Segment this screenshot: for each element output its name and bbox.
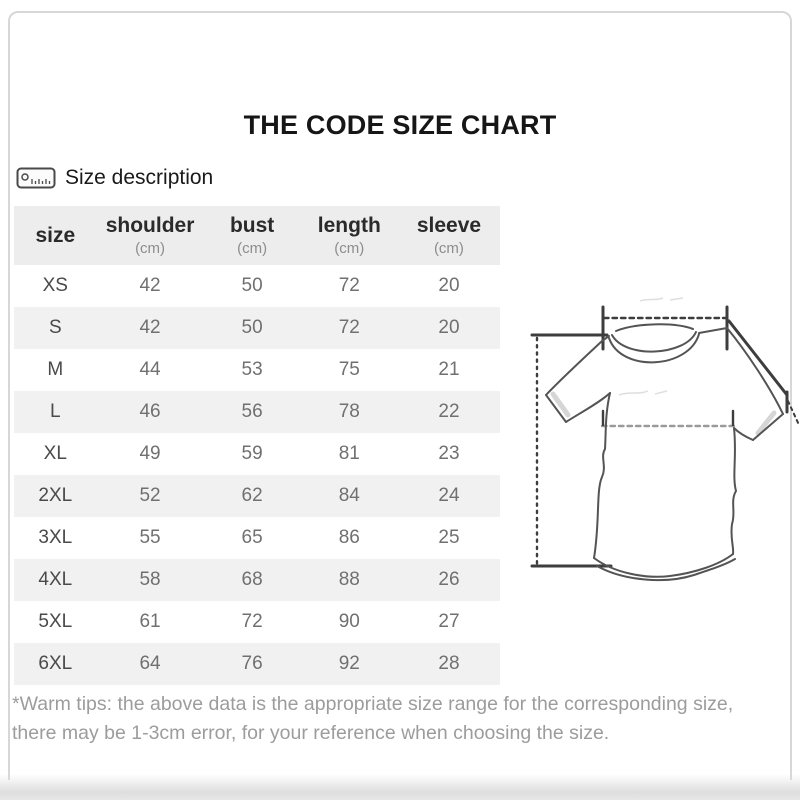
size-table-body	[14, 265, 500, 685]
measurement-value-cell: 49	[139, 443, 161, 464]
size-table	[14, 206, 500, 685]
table-row	[14, 601, 500, 643]
column-header-shoulder	[97, 206, 204, 265]
header-label: shoulder	[105, 214, 195, 237]
header-unit: (cm)	[433, 240, 464, 257]
header-unit: (cm)	[237, 240, 268, 257]
size-label-cell: XS	[42, 275, 68, 296]
section-title: Size description	[65, 166, 214, 189]
measurement-value-cell: 88	[338, 569, 360, 590]
measurement-value-cell: 78	[338, 401, 360, 422]
header-label: bust	[229, 214, 275, 237]
measurement-value-cell: 86	[338, 527, 360, 548]
measurement-value-cell: 21	[438, 359, 460, 380]
table-row	[14, 307, 500, 349]
table-row	[14, 433, 500, 475]
measurement-value-cell: 92	[338, 653, 360, 674]
table-row	[14, 643, 500, 685]
header-label: sleeve	[416, 214, 482, 237]
size-label-cell: M	[47, 359, 64, 380]
measurement-value-cell: 20	[438, 275, 460, 296]
warm-tips-line2: there may be 1-3cm error, for your reference when choosing the size.	[12, 722, 610, 744]
measurement-value-cell: 72	[241, 611, 263, 632]
table-row	[14, 391, 500, 433]
page-title: THE CODE SIZE CHART	[243, 110, 557, 140]
measurement-value-cell: 75	[338, 359, 360, 380]
measurement-value-cell: 76	[241, 653, 263, 674]
measurement-value-cell: 59	[241, 443, 263, 464]
tshirt-measurement-diagram	[522, 294, 800, 604]
size-label-cell: 5XL	[38, 611, 73, 632]
column-header-length	[301, 206, 398, 265]
size-label-cell: XL	[43, 443, 67, 464]
measurement-value-cell: 22	[438, 401, 460, 422]
measurement-value-cell: 50	[241, 317, 263, 338]
ruler-icon	[16, 166, 56, 190]
measurement-value-cell: 90	[338, 611, 360, 632]
table-row	[14, 265, 500, 307]
measurement-value-cell: 52	[139, 485, 161, 506]
measurement-value-cell: 42	[139, 275, 161, 296]
size-label-cell: 2XL	[38, 485, 73, 506]
tshirt-outline	[546, 324, 783, 580]
bottom-shadow-band	[0, 774, 800, 800]
column-header-bust	[204, 206, 301, 265]
measurement-value-cell: 61	[139, 611, 161, 632]
size-label-cell: S	[48, 317, 62, 338]
table-row	[14, 349, 500, 391]
size-label-cell: 6XL	[38, 653, 73, 674]
measurement-value-cell: 56	[241, 401, 263, 422]
warm-tips-note	[12, 690, 772, 748]
warm-tips-line1: *Warm tips: the above data is the appropriate size range for the corresponding size,	[12, 693, 734, 715]
size-table-header	[14, 206, 500, 265]
faded-label-marks	[619, 298, 683, 395]
table-row	[14, 475, 500, 517]
measurement-value-cell: 72	[338, 317, 360, 338]
size-label-cell: 3XL	[38, 527, 73, 548]
header-row	[14, 206, 500, 265]
table-row	[14, 517, 500, 559]
column-header-sleeve	[398, 206, 500, 265]
header-label: length	[317, 214, 381, 237]
measurement-value-cell: 25	[438, 527, 460, 548]
measurement-value-cell: 42	[139, 317, 161, 338]
measurement-value-cell: 81	[338, 443, 360, 464]
measurement-value-cell: 50	[241, 275, 263, 296]
size-description-section	[16, 166, 213, 190]
size-label-cell: 4XL	[38, 569, 73, 590]
table-row	[14, 559, 500, 601]
measurement-value-cell: 23	[438, 443, 460, 464]
header-unit: (cm)	[334, 240, 365, 257]
measurement-value-cell: 58	[139, 569, 161, 590]
header-label: size	[35, 223, 76, 247]
measurement-value-cell: 62	[241, 485, 263, 506]
measurement-value-cell: 28	[438, 653, 460, 674]
header-unit: (cm)	[135, 240, 166, 257]
measurement-value-cell: 84	[338, 485, 360, 506]
measurement-value-cell: 46	[139, 401, 161, 422]
measurement-value-cell: 53	[241, 359, 263, 380]
measurement-value-cell: 72	[338, 275, 360, 296]
measurement-value-cell: 68	[241, 569, 263, 590]
measurement-value-cell: 27	[438, 611, 460, 632]
column-header-size	[14, 206, 97, 265]
measurement-lines	[532, 307, 799, 566]
measurement-value-cell: 24	[438, 485, 460, 506]
measurement-value-cell: 64	[139, 653, 161, 674]
measurement-value-cell: 26	[438, 569, 460, 590]
size-label-cell: L	[50, 401, 61, 422]
measurement-value-cell: 20	[438, 317, 460, 338]
measurement-value-cell: 55	[139, 527, 161, 548]
measurement-value-cell: 44	[139, 359, 161, 380]
measurement-value-cell: 65	[241, 527, 263, 548]
